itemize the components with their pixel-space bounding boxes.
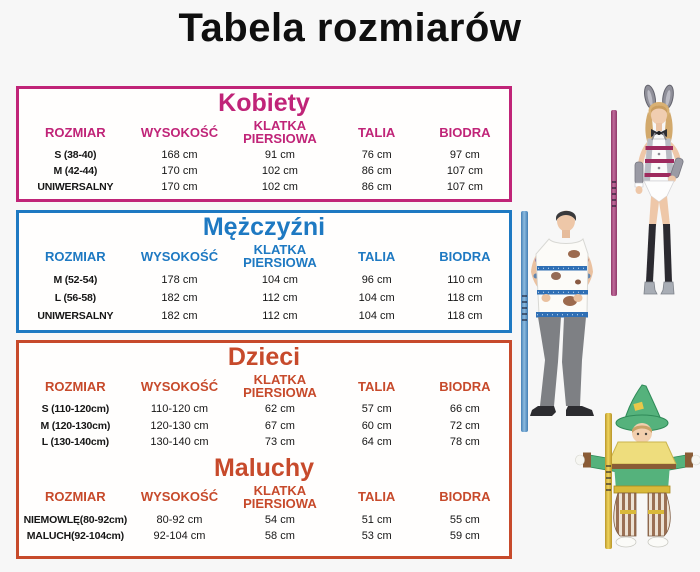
size-cell: M (42-44) (53, 165, 98, 177)
value-cell: 130-140 cm (150, 436, 209, 448)
subsection-toddlers (19, 455, 509, 545)
value-cell: 72 cm (449, 419, 480, 432)
woman-bunny-costume-figure-icon (608, 84, 700, 310)
value-cell: 170 cm (161, 181, 198, 193)
size-cell: L (130-140cm) (41, 436, 109, 448)
value-cell: 54 cm (264, 513, 295, 526)
size-cell: M (120-130cm) (40, 419, 111, 432)
column-header: KLATKA PIERSIOWA (243, 482, 317, 511)
column-header: BIODRA (439, 378, 491, 394)
size-cell: MALUCH(92-104cm) (26, 530, 124, 542)
column-header: KLATKA PIERSIOWA (243, 118, 317, 146)
value-cell: 76 cm (361, 149, 392, 161)
column-header: TALIA (358, 248, 396, 264)
value-cell: 58 cm (264, 530, 295, 542)
size-cell: UNIWERSALNY (37, 310, 114, 322)
value-cell: 66 cm (449, 403, 480, 415)
value-cell: 107 cm (446, 181, 483, 193)
measuring-pole-kids-icon (605, 413, 612, 549)
column-header: BIODRA (439, 248, 491, 264)
value-cell: 60 cm (361, 419, 392, 432)
measuring-pole-women-icon (611, 110, 617, 296)
value-cell: 112 cm (262, 310, 298, 322)
value-cell: 53 cm (361, 530, 392, 542)
value-cell: 102 cm (261, 181, 298, 193)
subsection-children (19, 344, 509, 451)
value-cell: 104 cm (358, 310, 395, 322)
size-cell: L (56-58) (54, 292, 96, 304)
value-cell: 102 cm (261, 165, 298, 177)
value-cell: 182 cm (161, 292, 198, 304)
section-title-women: Kobiety (218, 89, 310, 117)
value-cell: 118 cm (447, 292, 483, 304)
section-men (16, 210, 512, 333)
value-cell: 73 cm (264, 436, 295, 448)
value-cell: 57 cm (361, 403, 392, 415)
section-title-children: Dzieci (227, 343, 301, 371)
value-cell: 92-104 cm (153, 530, 206, 542)
column-header: ROZMIAR (45, 489, 106, 504)
value-cell: 55 cm (449, 513, 480, 526)
column-header: WYSOKOŚĆ (140, 489, 219, 504)
measuring-pole-men-icon (521, 211, 528, 432)
value-cell: 110 cm (447, 274, 483, 286)
size-table-men (19, 241, 509, 325)
pole-markings (612, 181, 616, 207)
column-header: BIODRA (439, 489, 491, 504)
column-header: ROZMIAR (45, 248, 106, 264)
column-header: WYSOKOŚĆ (140, 248, 219, 264)
value-cell: 80-92 cm (156, 513, 203, 526)
value-cell: 168 cm (161, 149, 198, 161)
pole-markings (522, 295, 527, 321)
value-cell: 178 cm (161, 274, 198, 286)
size-cell: S (38-40) (54, 149, 97, 161)
value-cell: 86 cm (361, 165, 392, 177)
column-header: TALIA (358, 489, 396, 504)
value-cell: 112 cm (262, 292, 298, 304)
column-header: WYSOKOŚĆ (140, 378, 219, 394)
size-cell: NIEMOWLĘ(80-92cm) (23, 513, 128, 526)
value-cell: 86 cm (361, 181, 392, 193)
value-cell: 104 cm (358, 292, 395, 304)
child-costume-figure-icon (574, 382, 700, 554)
value-cell: 67 cm (264, 419, 295, 432)
column-header: TALIA (358, 124, 396, 140)
value-cell: 104 cm (261, 274, 298, 286)
value-cell: 59 cm (449, 530, 480, 542)
section-title-men: Mężczyźni (202, 213, 326, 241)
value-cell: 64 cm (361, 436, 392, 448)
value-cell: 96 cm (361, 274, 392, 286)
value-cell: 78 cm (449, 436, 480, 448)
size-cell: M (52-54) (53, 274, 98, 286)
size-cell: S (110-120cm) (41, 403, 110, 415)
value-cell: 170 cm (161, 165, 198, 177)
column-header: KLATKA PIERSIOWA (243, 372, 317, 400)
pole-markings (606, 465, 611, 491)
value-cell: 97 cm (449, 149, 480, 161)
value-cell: 120-130 cm (150, 419, 209, 432)
value-cell: 51 cm (361, 513, 392, 526)
section-kids (16, 340, 512, 559)
size-table-toddlers (19, 482, 509, 545)
size-table-children (19, 371, 509, 451)
size-table-women (19, 117, 509, 195)
page-title: Tabela rozmiarów (178, 6, 522, 50)
column-header: ROZMIAR (45, 124, 106, 140)
column-header: WYSOKOŚĆ (140, 124, 219, 140)
column-header: TALIA (358, 378, 396, 394)
column-header: BIODRA (439, 124, 491, 140)
value-cell: 107 cm (446, 165, 483, 177)
section-women (16, 86, 512, 202)
value-cell: 182 cm (161, 310, 198, 322)
value-cell: 110-120 cm (150, 403, 209, 415)
section-title-toddlers: Maluchy (213, 453, 315, 482)
column-header: KLATKA PIERSIOWA (243, 242, 317, 270)
value-cell: 91 cm (264, 149, 295, 161)
value-cell: 118 cm (447, 310, 483, 322)
value-cell: 62 cm (264, 403, 295, 415)
column-header: ROZMIAR (45, 378, 106, 394)
size-cell: UNIWERSALNY (37, 181, 114, 193)
